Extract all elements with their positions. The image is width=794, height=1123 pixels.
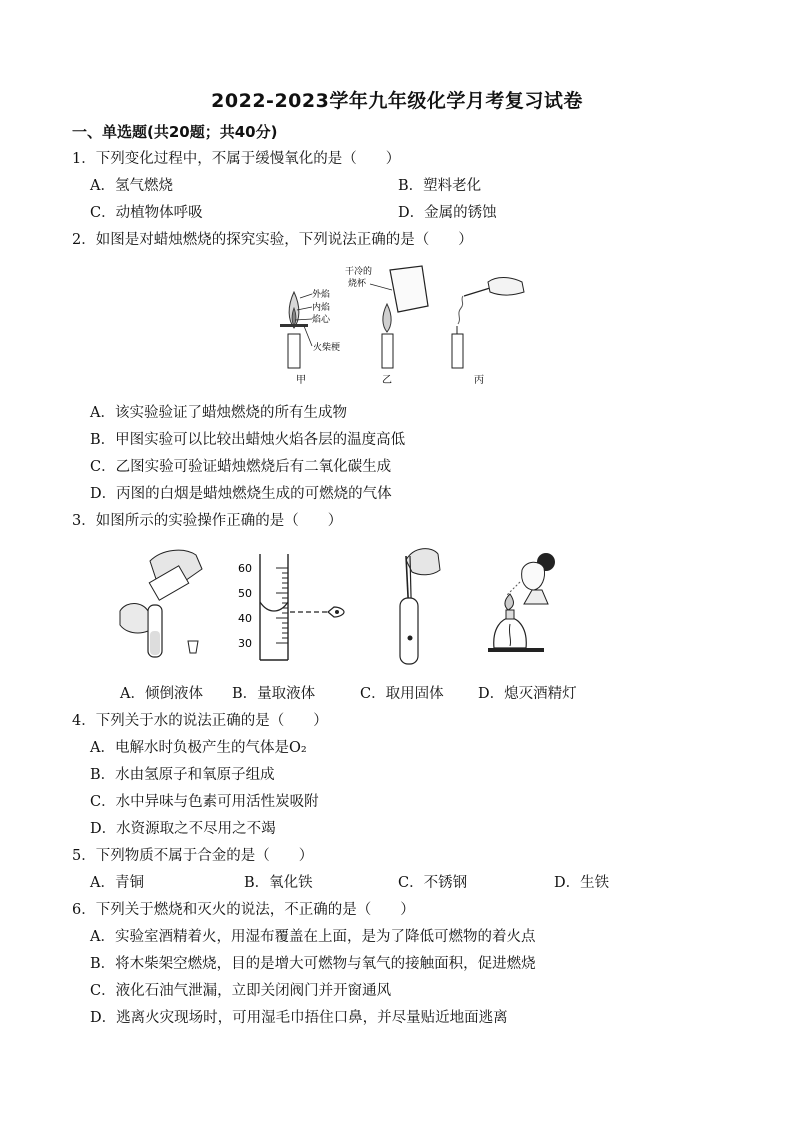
question-5-option-b: B．氧化铁: [244, 875, 313, 891]
outer-flame-label: 外焰: [312, 290, 331, 300]
taking-solid-figure: [380, 542, 450, 667]
question-3-option-d: D．熄灭酒精灯: [478, 686, 577, 702]
question-3-option-c: C．取用固体: [360, 686, 444, 702]
question-3-stem: 3．如图所示的实验操作正确的是（ ）: [72, 513, 343, 529]
question-5-option-c: C．不锈钢: [398, 875, 468, 891]
label-yi: 乙: [382, 375, 392, 386]
tick-label-30: 30: [238, 637, 252, 650]
question-1-option-c: C．动植物体呼吸: [90, 205, 203, 221]
question-2-stem: 2．如图是对蜡烛燃烧的探究实验，下列说法正确的是（ ）: [72, 232, 473, 248]
candle-yi: [370, 266, 428, 368]
question-6-option-a: A．实验室酒精着火，用湿布覆盖在上面，是为了降低可燃物的着火点: [90, 929, 536, 945]
question-4-option-b: B．水由氢原子和氧原子组成: [90, 767, 275, 783]
question-3-option-a: A．倾倒液体: [120, 686, 203, 702]
question-6-option-c: C．液化石油气泄漏，立即关闭阀门并开窗通风: [90, 983, 392, 999]
page-title: 2022-2023学年九年级化学月考复习试卷: [211, 90, 583, 112]
label-jia: 甲: [296, 375, 306, 386]
question-3-option-b: B．量取液体: [232, 686, 316, 702]
question-4-option-c: C．水中异味与色素可用活性炭吸附: [90, 794, 319, 810]
question-1-option-b: B．塑料老化: [398, 178, 482, 194]
cold-beaker-label-1: 干冷的: [345, 267, 373, 277]
tick-label-60: 60: [238, 562, 252, 575]
candle-experiment-figure: [260, 262, 550, 390]
candle-bing: [452, 278, 524, 369]
question-6-option-b: B．将木柴架空燃烧，目的是增大可燃物与氧气的接触面积，促进燃烧: [90, 956, 536, 972]
cold-beaker-label-2: 烧杯: [348, 279, 367, 289]
question-1-option-d: D．金属的锈蚀: [398, 205, 497, 221]
label-bing: 丙: [474, 375, 484, 386]
question-6-option-d: D．逃离火灾现场时，可用湿毛巾捂住口鼻，并尽量贴近地面逃离: [90, 1010, 508, 1026]
question-2-option-a: A．该实验验证了蜡烛燃烧的所有生成物: [90, 405, 347, 421]
cylinder-ticks: [276, 568, 288, 643]
question-2-option-b: B．甲图实验可以比较出蜡烛火焰各层的温度高低: [90, 432, 406, 448]
question-2-option-c: C．乙图实验可验证蜡烛燃烧后有二氧化碳生成: [90, 459, 392, 475]
section-heading: 一、单选题(共20题；共40分): [72, 123, 278, 141]
question-5-option-d: D．生铁: [554, 875, 610, 891]
question-1-stem: 1．下列变化过程中，不属于缓慢氧化的是（ ）: [72, 151, 401, 167]
inner-flame-label: 内焰: [312, 303, 331, 313]
graduated-cylinder-figure: [228, 550, 348, 665]
question-5-stem: 5．下列物质不属于合金的是（ ）: [72, 848, 314, 864]
pouring-liquid-figure: [112, 545, 222, 665]
question-4-option-d: D．水资源取之不尽用之不竭: [90, 821, 276, 837]
matchstick-label: 火柴梗: [313, 343, 341, 353]
question-4-stem: 4．下列关于水的说法正确的是（ ）: [72, 713, 328, 729]
question-6-stem: 6．下列关于燃烧和灭火的说法，不正确的是（ ）: [72, 902, 415, 918]
flame-core-label: 焰心: [312, 315, 331, 325]
question-4-option-a: A．电解水时负极产生的气体是O₂: [90, 740, 307, 756]
question-1-option-a: A．氢气燃烧: [90, 178, 173, 194]
tick-label-50: 50: [238, 587, 252, 600]
candle-jia: [280, 292, 312, 368]
alcohol-lamp-figure: [484, 548, 584, 663]
tick-label-40: 40: [238, 612, 252, 625]
question-5-option-a: A．青铜: [90, 875, 144, 891]
question-2-option-d: D．丙图的白烟是蜡烛燃烧生成的可燃烧的气体: [90, 486, 392, 502]
